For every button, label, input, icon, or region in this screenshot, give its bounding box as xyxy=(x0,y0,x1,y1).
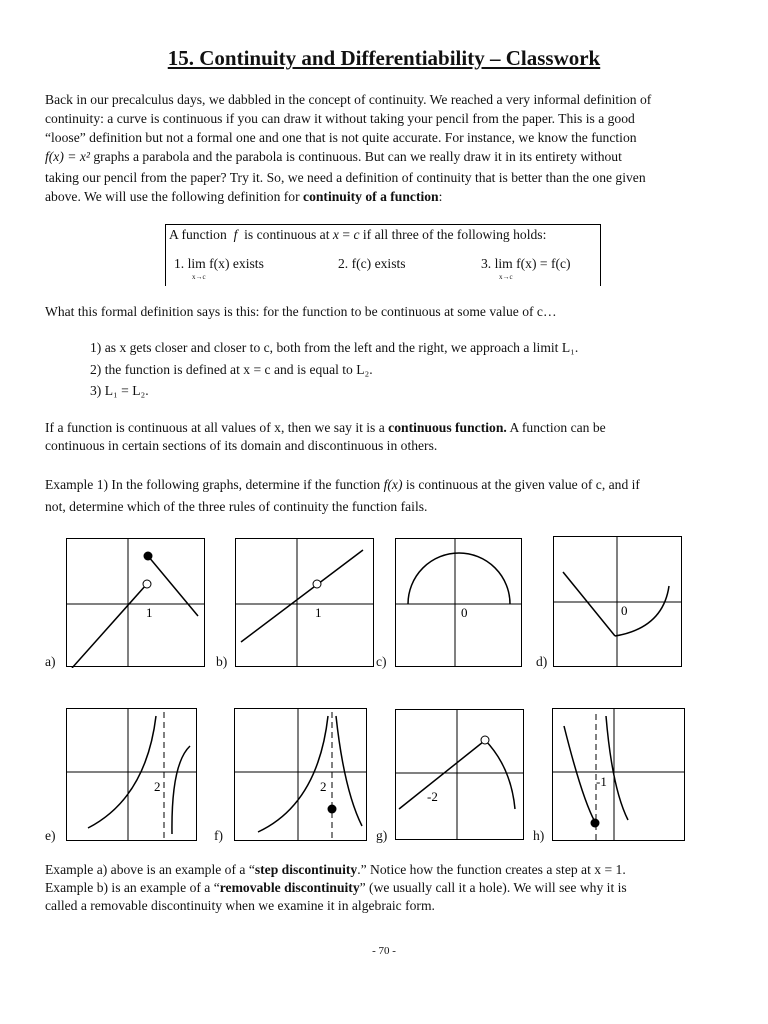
graph-h-left-branch xyxy=(564,726,595,822)
def-c: c xyxy=(353,227,360,242)
intro-line-4: graphs a parabola and the parabola is continuous. But can we really draw it in its entirety without xyxy=(93,149,622,164)
page-title: 15. Continuity and Differentiability – Classwork xyxy=(167,46,601,70)
graph-h-tick: -1 xyxy=(596,774,607,789)
condition-3 xyxy=(481,256,571,281)
graph-h-label: h) xyxy=(533,828,545,843)
def-text-b: is continuous at xyxy=(244,227,330,242)
graph-g-open-dot xyxy=(481,736,489,744)
closing-text-2a: Example b) is an example of a “ xyxy=(45,880,220,895)
graph-e-right-branch xyxy=(172,746,190,834)
graph-g xyxy=(395,709,527,841)
condition-2: 2. f(c) exists xyxy=(338,256,406,271)
graph-d-label: d) xyxy=(536,654,548,669)
graph-b-label: b) xyxy=(216,654,228,669)
def-x: x xyxy=(332,227,339,242)
graph-a-open-dot xyxy=(143,580,151,588)
rule-1: 1) as x gets closer and closer to c, both from the left and the right, we approach a limit L₁. xyxy=(90,340,579,355)
graph-c-frame xyxy=(396,539,522,667)
condition-3-text: 3. lim f(x) = f(c) xyxy=(481,256,571,271)
graph-f-left-branch xyxy=(258,716,328,832)
example1-fx: f(x) xyxy=(383,477,403,492)
graph-f-tick: 2 xyxy=(320,779,327,794)
condition-1-text: 1. lim f(x) exists xyxy=(174,256,264,271)
graph-h-frame xyxy=(553,709,685,841)
def-text-a: A function xyxy=(169,227,227,242)
continuous-para-line-1 xyxy=(45,420,606,436)
graph-a-closed-dot xyxy=(144,552,153,561)
page-number: - 70 - xyxy=(372,945,396,957)
graph-a xyxy=(66,538,206,668)
graph-f-frame xyxy=(235,709,367,841)
def-eq: = xyxy=(342,227,351,242)
condition-1 xyxy=(174,256,264,281)
graph-a-left-branch xyxy=(72,585,146,668)
def-text-tail: if all three of the following holds: xyxy=(362,227,547,242)
closing-text-1b: .” Notice how the function creates a step at x = 1. xyxy=(357,862,626,877)
graph-c-semicircle xyxy=(408,553,510,604)
graph-b-tick: 1 xyxy=(315,605,322,620)
intro-line-2: continuity: a curve is continuous if you can draw it without taking your pencil from the paper. This is a good xyxy=(45,111,635,126)
closing-text-1a: Example a) above is an example of a “ xyxy=(45,862,255,877)
intro-line-6-wrap xyxy=(45,189,442,205)
graph-c xyxy=(395,538,525,668)
graph-a-right-branch xyxy=(148,556,198,616)
rule-2: 2) the function is defined at x = c and is equal to L₂. xyxy=(90,362,373,377)
graph-a-frame xyxy=(67,539,205,667)
graph-g-tick: -2 xyxy=(427,789,438,804)
continuous-text-a: If a function is continuous at all values of x, then we say it is a xyxy=(45,420,385,435)
intro-line-6: above. We will use the following definition for xyxy=(45,189,300,204)
graph-d-tick: 0 xyxy=(621,603,628,618)
graph-e-label: e) xyxy=(45,828,56,843)
intro-line-1: Back in our precalculus days, we dabbled in the concept of continuity. We reached a very informal definition of xyxy=(45,92,652,107)
closing-line-1 xyxy=(45,862,626,878)
closing-line-2 xyxy=(45,880,627,896)
graph-d xyxy=(553,536,685,668)
graph-g-right-branch xyxy=(485,740,515,809)
formal-intro: What this formal definition says is this: for the function to be continuous at some value of c… xyxy=(45,304,557,319)
graph-h xyxy=(552,708,688,842)
graph-c-tick: 0 xyxy=(461,605,468,620)
graph-e-tick: 2 xyxy=(154,779,161,794)
graph-b-line xyxy=(241,550,363,642)
continuous-function-term: continuous function. xyxy=(388,420,507,435)
example1-line-1 xyxy=(45,477,640,493)
example1-text-b: is continuous at the given value of c, and if xyxy=(405,477,640,492)
example1-line-2: not, determine which of the three rules of continuity the function fails. xyxy=(45,499,428,514)
graph-f-label: f) xyxy=(214,828,224,843)
graph-f xyxy=(234,708,370,842)
graph-f-right-branch xyxy=(336,716,362,826)
intro-line-3: “loose” definition but not a formal one and one that is not quite accurate. For instance, we know the function xyxy=(45,130,637,145)
continuous-para-line-2: continuous in certain sections of its domain and discontinuous in others. xyxy=(45,438,438,453)
continuous-text-b: A function can be xyxy=(509,420,606,435)
condition-1-sub: x→c xyxy=(192,273,206,281)
intro-colon: : xyxy=(438,189,443,204)
graph-e xyxy=(66,708,200,842)
graph-b-open-dot xyxy=(313,580,321,588)
definition-box xyxy=(165,224,601,286)
example1-text-a: Example 1) In the following graphs, determine if the function xyxy=(45,477,381,492)
closing-text-2b: ” (we usually call it a hole). We will see why it is xyxy=(359,880,627,895)
step-discontinuity-term: step discontinuity xyxy=(254,862,358,877)
graph-f-closed-dot xyxy=(328,805,337,814)
def-f: f xyxy=(233,227,238,242)
removable-discontinuity-term: removable discontinuity xyxy=(219,880,360,895)
graph-h-right-branch xyxy=(606,716,628,820)
rule-3: 3) L₁ = L₂. xyxy=(90,383,149,398)
intro-line-5: taking our pencil from the paper? Try it. So, we need a definition of continuity that is better than the one given xyxy=(45,170,646,185)
function-expression: f(x) = x² xyxy=(45,149,90,164)
graph-c-label: c) xyxy=(376,654,387,669)
definition-header xyxy=(169,227,546,243)
condition-3-sub: x→c xyxy=(499,273,513,281)
intro-line-4-wrap xyxy=(45,149,622,165)
graph-b xyxy=(235,538,375,668)
continuity-term: continuity of a function xyxy=(303,189,439,204)
graph-d-left-branch xyxy=(563,572,615,636)
closing-line-3: called a removable discontinuity when we examine it in algebraic form. xyxy=(45,898,435,913)
graph-g-left-branch xyxy=(399,742,483,809)
graph-a-label: a) xyxy=(45,654,56,669)
graph-a-tick: 1 xyxy=(146,605,153,620)
graph-h-closed-dot xyxy=(591,819,600,828)
graph-g-label: g) xyxy=(376,828,388,843)
graph-g-frame xyxy=(396,710,524,840)
